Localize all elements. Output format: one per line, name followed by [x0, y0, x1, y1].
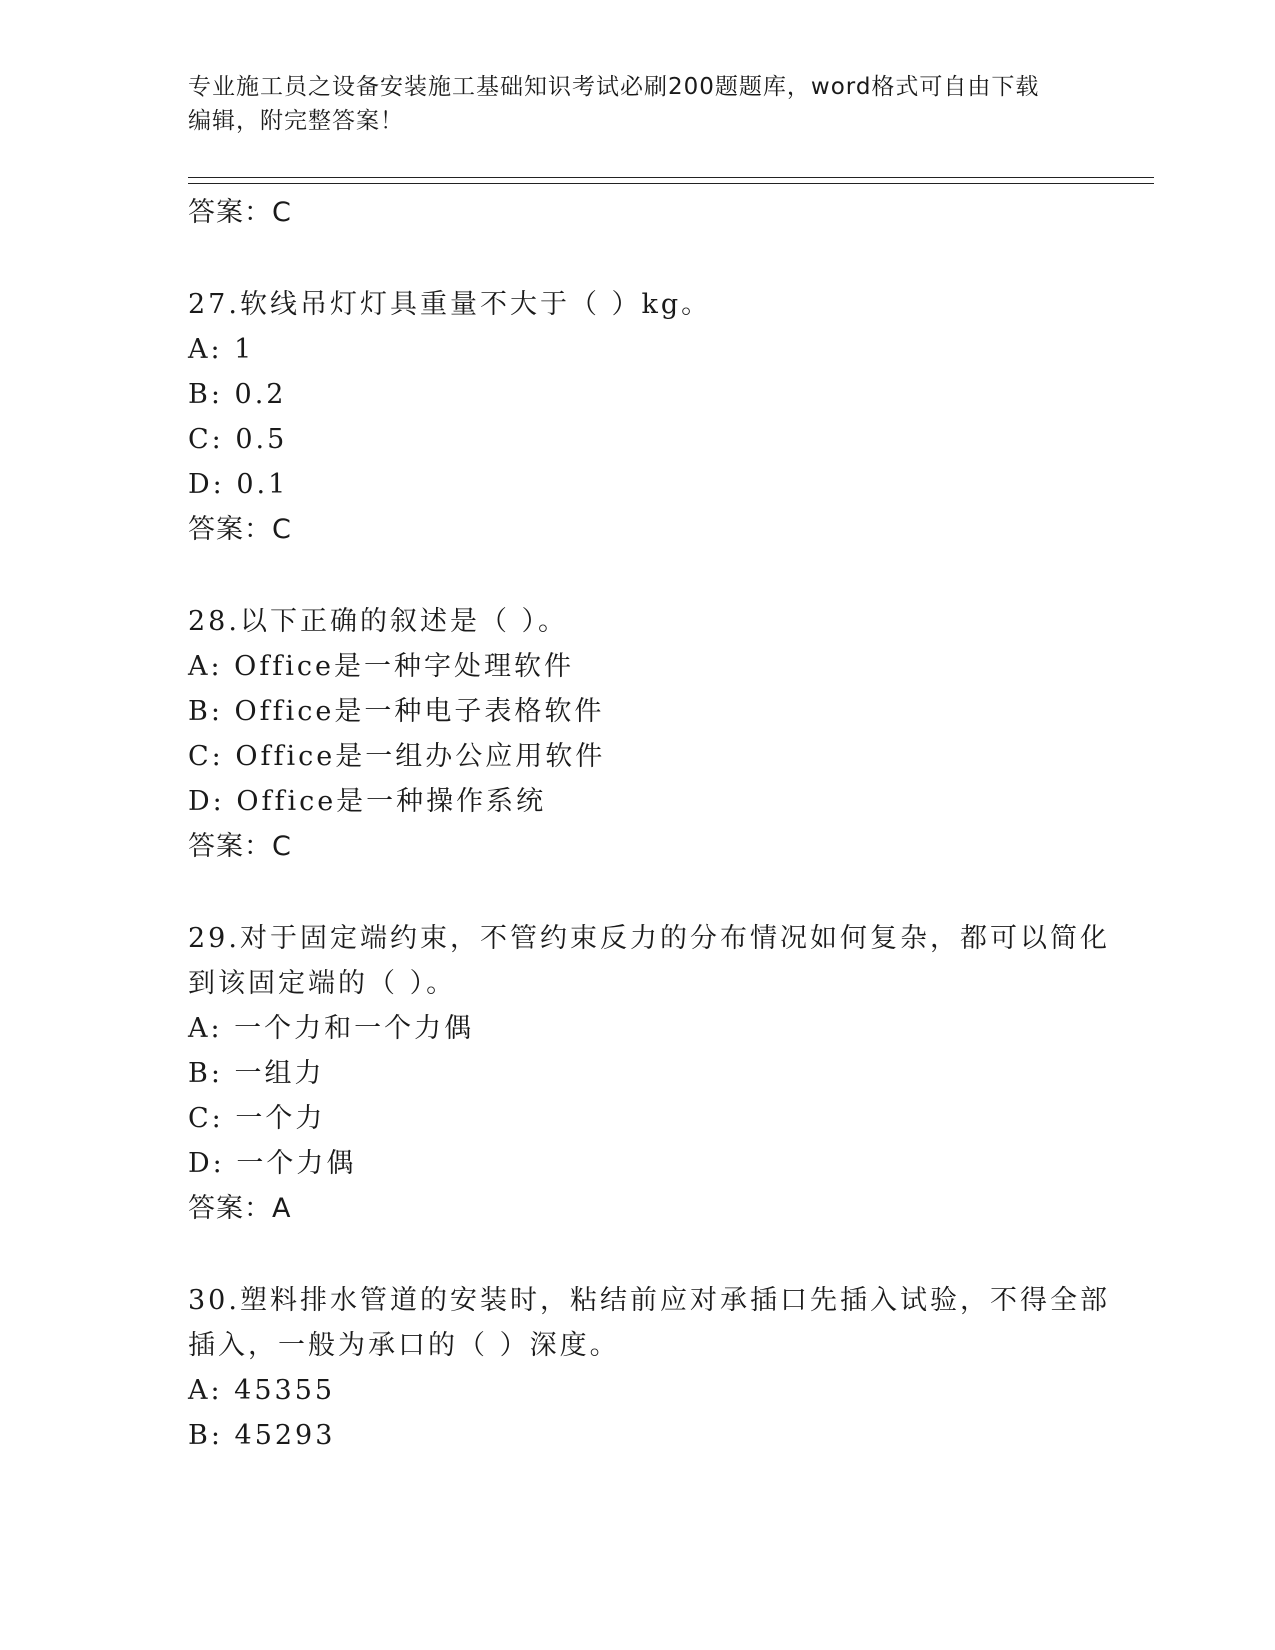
- spacer: [188, 552, 1088, 599]
- option-b: B: Office是一种电子表格软件: [188, 696, 605, 727]
- option-a: A: 1: [188, 334, 255, 365]
- question-stem-line: 29.对于固定端约束，不管约束反力的分布情况如何复杂，都可以简化: [188, 923, 1110, 954]
- answer-line: 答案：A: [188, 1193, 292, 1224]
- option-c: C: Office是一组办公应用软件: [188, 741, 606, 772]
- page-header: [188, 70, 1068, 138]
- header-line-1: 专业施工员之设备安装施工基础知识考试必刷200题题库，word格式可自由下载: [188, 74, 1040, 100]
- option-a: A: 一个力和一个力偶: [188, 1013, 475, 1044]
- question-stem-line: 30.塑料排水管道的安装时，粘结前应对承插口先插入试验，不得全部: [188, 1285, 1110, 1316]
- option-b: B: 45293: [188, 1420, 336, 1451]
- question-stem: [188, 282, 1088, 327]
- option-d: D: 0.1: [188, 469, 289, 500]
- question-block: [188, 282, 1088, 552]
- option-c: C: 一个力: [188, 1103, 326, 1134]
- answer-line: 答案：C: [188, 514, 292, 545]
- answer-line: 答案：C: [188, 831, 292, 862]
- option-a: A: Office是一种字处理软件: [188, 651, 575, 682]
- question-block: [188, 916, 1110, 1231]
- header-divider-top: [188, 177, 1154, 178]
- question-stem-line: 插入，一般为承口的（ ）深度。: [188, 1330, 620, 1361]
- header-divider-bottom: [188, 183, 1154, 184]
- answer-line: 答案：C: [188, 197, 292, 228]
- question-stem-line: 到该固定端的（ ）。: [188, 968, 457, 999]
- question-stem: [188, 1278, 1110, 1368]
- header-line-2: 编辑，附完整答案！: [188, 108, 404, 134]
- spacer: [188, 235, 1088, 282]
- question-stem: [188, 599, 1088, 644]
- question-stem-line: 28.以下正确的叙述是（ ）。: [188, 606, 569, 637]
- option-d: D: Office是一种操作系统: [188, 786, 547, 817]
- option-d: D: 一个力偶: [188, 1148, 357, 1179]
- spacer: [188, 869, 1088, 916]
- option-b: B: 一组力: [188, 1058, 325, 1089]
- option-b: B: 0.2: [188, 379, 287, 410]
- question-block: [188, 1278, 1110, 1458]
- question-stem: [188, 916, 1110, 1006]
- question-stem-line: 27.软线吊灯灯具重量不大于（ ）kg。: [188, 289, 712, 320]
- spacer: [188, 1231, 1088, 1278]
- option-a: A: 45355: [188, 1375, 336, 1406]
- question-block: [188, 599, 1088, 869]
- question-list: [188, 190, 1110, 1458]
- option-c: C: 0.5: [188, 424, 288, 455]
